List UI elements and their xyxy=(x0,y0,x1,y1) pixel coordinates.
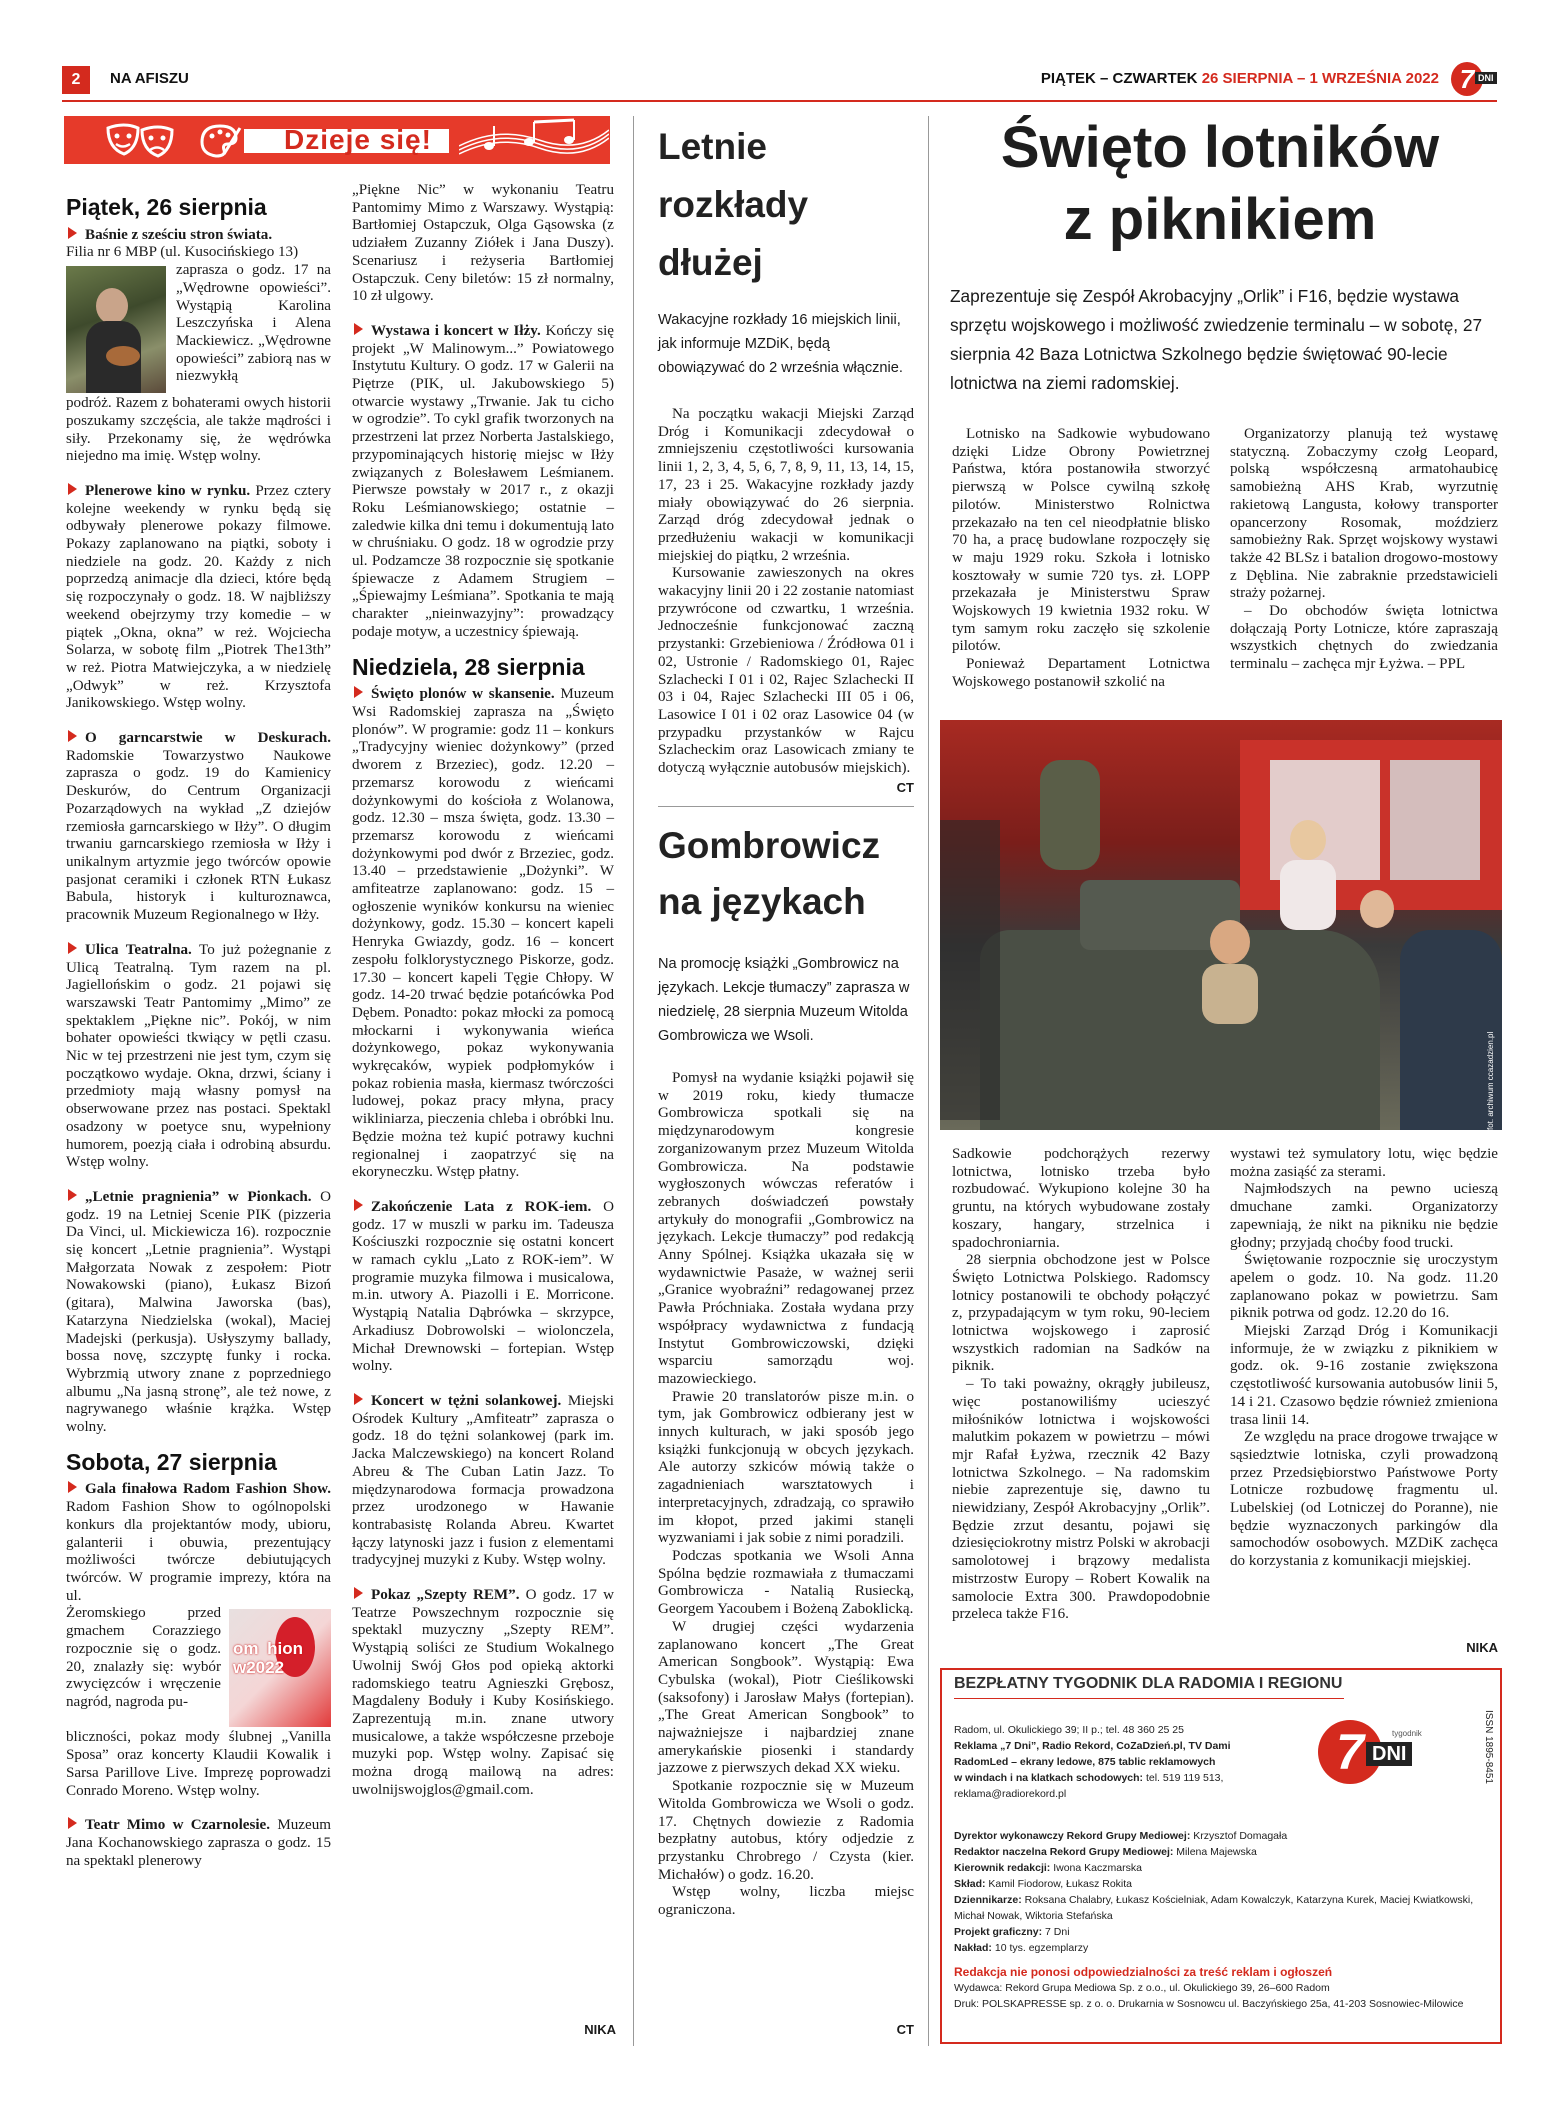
article-body xyxy=(658,406,914,778)
arrow-icon xyxy=(68,730,77,742)
main-col-left-bottom xyxy=(952,1146,1210,1624)
event-fashion xyxy=(66,1481,331,1800)
event-text: Filia nr 6 MBP (ul. Kusocińskiego 13) xyxy=(66,244,299,261)
arrow-icon xyxy=(68,1817,77,1829)
event-garncarstwo xyxy=(66,730,331,925)
event-mimo xyxy=(66,1817,331,1870)
article-paragraph: – To taki poważny, okrągły jubileusz, więc postanowiliśmy ucieszyć miłośników lotnictwa i wojskowości malutkim pokazem w powietrzu – mówi mjr Rafał Łyżwa, rzecznik 42 Bazy lotnictwa Szkolnego. – Na radomskim niebie zaprezentuje się, dawno tu niewidziany, Zespół Akrobacyjny „Orlik”. Będzie zrzut desantu, pojawi się dziesięciokrotny mistrz Polski w akrobacji samolotowej i brązowy medalista mistrzostw Europy – Robert Kowalik na samolocie Extra 300. Prawdopodobnie przeleca także F16. xyxy=(952,1376,1210,1623)
day-heading-sunday: Niedziela, 28 sierpnia xyxy=(352,653,585,680)
palette-icon xyxy=(194,120,244,160)
event-text: O godz. 17 w Teatrze Powszechnym rozpocznie się spektakl muzyczny „Szepty REM”. Wystąpią soliści ze Studium Wokalnego Uwolnij Swój Głos pod opieką aktorki radomskiego teatru Agnieszki Grębosz, Magdaleny Boduły i Kuby Kosińskiego. Zaprezentują m.in. znane utwory musicalowe, a także współczesne przeboje muzyki pop. Wstęp wolny. Zapisać się można drogą mailową na adres: uwolnijswojglos@gmail.com. xyxy=(352,1587,614,1798)
arrow-icon xyxy=(354,1587,363,1599)
event-text: O godz. 19 na Letniej Scenie PIK (pizzeria Da Vinci, ul. Mickiewicza 16). rozpocznie się koncert „Letnie pragnienia”. Wystąpi Małgorzata Nowak z zespołem: Piotr Nowakowski (piano), Łukasz Bizoń (gitara), Malwina Jaworska (bas), Katarzyna Niedzielska (wokal), Maciej Madejski (perkusja). Usłyszymy ballady, bossa novę, szczyptę funky i rocka. Wybrzmią utwory znane z poprzedniego albumu „Na jasną stronę”, ale też nowe, z nagrywanego właśnie krążka. Wstęp wolny. xyxy=(66,1188,331,1436)
article-paragraph: Wstęp wolny, liczba miejsc ograniczona. xyxy=(658,1884,914,1919)
article-paragraph: W drugiej części wydarzenia zaplanowano koncert „The Great American Songbook”. Wystąpią: Ewa Cybulska (wokal), Piotr Cieślikowski (saksofony) i Jarosław Małys (fortepian). „The Great American Songbook” to najważniejsze i najbardziej znane amerykańskie piosenki i standardy jazzowe z pierwszych dekad XX wieku. xyxy=(658,1618,914,1777)
music-notes-icon xyxy=(459,116,609,164)
article-divider xyxy=(658,806,914,807)
impressum-windows: w windach i na klatkach schodowych: xyxy=(954,1772,1144,1784)
event-title: Święto plonów w skansenie. xyxy=(371,686,555,703)
impressum-value: Kamil Fiodorow, Łukasz Rokita xyxy=(985,1878,1132,1890)
event-photo xyxy=(66,266,166,393)
event-text: „Piękne Nic” w wykonaniu Teatru Pantomimy Mimo z Warszawy. Wystąpią: Bartłomiej Ostapczuk, Olga Gąsowska (z udziałem Zuzanny Ziółek i Jana Duszy). Scenariusz i reżyseria Bartłomiej Ostapczuk. Ceny biletów: 15 zł normalny, 10 zł ulgowy. xyxy=(352,182,614,305)
theatre-masks-icon xyxy=(102,120,182,160)
impressum-value: Krzysztof Domagała xyxy=(1190,1830,1288,1842)
event-basnie xyxy=(66,227,331,466)
impressum-label: Kierownik redakcji: xyxy=(954,1862,1051,1874)
signature-rozklady: CT xyxy=(896,780,914,795)
impressum-label: Redaktor naczelna Rekord Grupy Mediowej: xyxy=(954,1846,1174,1858)
event-title: Koncert w tężni solankowej. xyxy=(371,1393,562,1409)
event-mimo-cont xyxy=(352,182,614,306)
impressum-windows-tel: tel. 519 119 513, xyxy=(1143,1772,1224,1784)
event-kino xyxy=(66,483,331,713)
article-paragraph: Ponieważ Departament Lotnictwa Wojskowego postanowił szkolić na xyxy=(952,656,1210,690)
column-divider xyxy=(928,116,929,2046)
article-paragraph: Lotnisko na Sadkowie wybudowano dzięki Lidze Obrony Powietrznej Państwa, która postanowiła stworzyć pierwszą w Polsce cywilną szkołę pilotów. Ministerstwo Rolnictwa przekazało na ten cel nieodpłatnie blisko 70 ha, a pracę budowlane rozpoczęły się w maju 1929 roku. Szkoła i lotnisko kosztowały w sumie 720 tys. zł. LOPP przekazała je Ministerstwu Spraw Wojskowych 19 kwietnia 1932 roku. W tym samym roku zaczęło się szkolenie pilotów. xyxy=(952,426,1210,655)
event-title: Wystawa i koncert w Iłży. xyxy=(371,322,541,339)
header-rule xyxy=(62,100,1497,102)
article-paragraph: Kursowanie zawieszonych na okres wakacyjny linii 20 i 22 zostanie natomiast przywrócone od czwartku, 1 września. Jednocześnie funkcjonować zaczną przystanki: Grzebieniowa / Źródłowa 01 i 02, Ustronie / Radomskiego 01, Rajec Szlachecki I 01 i 02, Rajec Szlachecki II 03 i 04, Rajec Szlachecki III 05 i 06, Lasowice I 01 i 02 oraz Lasowice 04 (w przypadku przystanków w Rajcu Szlacheckim oraz Lasowicach zmiany te dotyczą wyłącznie autobusów miejskich). xyxy=(658,565,914,777)
page-header xyxy=(62,60,1497,100)
date-prefix: PIĄTEK – CZWARTEK xyxy=(1040,70,1198,87)
article-paragraph: 28 sierpnia obchodzone jest w Polsce Święto Lotnictwa Polskiego. Radomscy lotnicy postanowili te obchody połączyć z, przypadającym w tym roku, 90-leciem lotnictwa wojskowego i zaprosić wszystkich radomian na Sadków na piknik. xyxy=(952,1252,1210,1375)
event-teatralna xyxy=(66,942,331,1172)
impressum-brands: Reklama „7 Dni”, Radio Rekord, CoZaDzień.pl, TV Dami xyxy=(954,1740,1231,1752)
article-gombrowicz xyxy=(658,818,914,1920)
event-text: Radom Fashion Show to ogólnopolski konkurs dla projektantów mody, ubioru, galanterii i obuwia, prezentujący możliwości twórcze debiutujących twórców. W programie imprezy, która na ul. xyxy=(66,1499,331,1604)
impressum-logo-dni: DNI xyxy=(1366,1742,1412,1766)
impressum-title: BEZPŁATNY TYGODNIK DLA RADOMIA I REGIONU xyxy=(954,1675,1343,1692)
impressum-label: Nakład: xyxy=(954,1942,992,1954)
main-photo xyxy=(940,720,1502,1130)
article-paragraph: Świętowanie rozpocznie się uroczystym apelem o godz. 10. Na godz. 11.20 zaplanowano pokaz w powietrzu. Sam piknik potrwa od godz. 12.20 do 16. xyxy=(1230,1252,1498,1322)
impressum-issn: ISSN 1895-8451 xyxy=(1483,1710,1494,1784)
article-letnie-rozklady xyxy=(658,118,914,778)
event-title: Plenerowe kino w rynku. xyxy=(85,482,251,499)
event-text: zaprasza o godz. 17 na „Wędrowne opowieści”. Wystąpią Karolina Leszczyńska i Alena Mackiewicz. „Wędrowne opowieści” zabiorą nas w niezwykłą xyxy=(176,262,331,385)
impressum-logo xyxy=(1318,1720,1468,1790)
event-title: Zakończenie Lata z ROK-iem. xyxy=(371,1198,592,1215)
event-szepty xyxy=(352,1587,614,1799)
events-column-1 xyxy=(66,194,332,1887)
events-column-2 xyxy=(352,182,614,1816)
event-title: Pokaz „Szepty REM”. xyxy=(371,1587,520,1604)
impressum-value: Iwona Kaczmarska xyxy=(1050,1862,1142,1874)
article-paragraph: Spotkanie rozpocznie się w Muzeum Witolda Gombrowicza we Wsoli o godz. 17. Chętnych dowiezie z Radomia bezpłatny autobus, który odjedzie z przystanku Chrobrego / Czysta (kier. Michałów) o godz. 16.20. xyxy=(658,1778,914,1883)
arrow-icon xyxy=(68,942,77,954)
signature-gombrowicz: CT xyxy=(896,2022,914,2037)
arrow-icon xyxy=(354,323,363,335)
event-title: Baśnie z sześciu stron świata. xyxy=(85,226,273,243)
main-col-right-top xyxy=(1230,426,1498,674)
impressum-address: Radom, ul. Okulickiego 39; II p.; tel. 48 360 25 25 xyxy=(954,1724,1184,1736)
arrow-icon xyxy=(68,227,77,239)
impressum-logo-small: tygodnik xyxy=(1392,1729,1422,1738)
impressum-disclaimer: Redakcja nie ponosi odpowiedzialności za treść reklam i ogłoszeń xyxy=(954,1965,1333,1979)
event-pragnienia xyxy=(66,1189,331,1437)
article-lead: Wakacyjne rozkłady 16 miejskich linii, jak informuje MZDiK, będą obowiązywać do 2 września włącznie. xyxy=(658,312,903,376)
article-paragraph: Ze względu na prace drogowe trwające w sąsiedztwie lotniska, czyli prowadzoną przez Przedsiębiorstwo Państwowe Porty Lotnicze rozbudowę fragmentu ul. Lubelskiej (od Lotniczej do Poranne), nie będzie wyznaczonych parkingów dla samochodów osobowych. MZDiK zachęca do korzystania z komunikacji miejskiej. xyxy=(1230,1429,1498,1570)
banner-title: Dzieje się! xyxy=(284,124,432,155)
day-heading-saturday: Sobota, 27 sierpnia xyxy=(66,1448,277,1475)
event-title: „Letnie pragnienia” w Pionkach. xyxy=(85,1188,312,1205)
impressum-publisher: Wydawca: Rekord Grupa Mediowa Sp. z o.o., ul. Okulickiego 39, 26–600 Radom xyxy=(954,1982,1330,1994)
section-name: NA AFISZU xyxy=(110,70,189,87)
arrow-icon xyxy=(68,1189,77,1201)
article-paragraph: Sadkowie podchorążych rezerwy lotnictwa, lotnisko trzeba było rozbudować. Wykupiono kolejne 30 ha gruntu, na których wybudowane zostały koszary, hangary, strzelnica i spadochroniarnia. xyxy=(952,1146,1210,1251)
arrow-icon xyxy=(68,1481,77,1493)
arrow-icon xyxy=(68,483,77,495)
article-paragraph: Prawie 20 translatorów pisze m.in. o tym, jak Gombrowicz odbierany jest w innych kulturach, w jaki sposób jego książki funkcjonują w obcych językach. Ale autorzy szkiców mówią także o zagadnieniach warsztatowych i interpretacyjnych, zdradzają, co sprawiło im kłopot, przed jakimi stanęli wyzwaniami i jak sobie z nimi poradzili. xyxy=(658,1388,914,1547)
impressum-value: 10 tys. egzemplarzy xyxy=(991,1942,1089,1954)
event-rok xyxy=(352,1199,614,1376)
main-lead: Zaprezentuje się Zespół Akrobacyjny „Orlik” i F16, będzie wystawa sprzętu wojskowego i możliwość zwiedzenie terminalu – w sobotę, 27 sierpnia 42 Baza Lotnictwa Szkolnego będzie świętować 90-lecie lotnictwa na ziemi radomskiej. xyxy=(950,286,1483,393)
header-logo xyxy=(1449,62,1497,96)
event-text: Muzeum Wsi Radomskiej zaprasza na „Święto plonów”. W programie: godz 11 – konkurs „Tradycyjny wieniec dożynkowy” (przed dworem z Brzeziec), godz. 12.20 – przemarsz korowodu z wieńcami dożynkowymi do kościoła z Wolanowa, godz. 12.30 – msza święta, godz. 13.30 – przemarsz korowodu z wieńcami dożynkowymi pod dwór z Brzeziec, godz. 13.40 – przedstawienie „Dożynki”. W amfiteatrze zaplanowano: godz. 15 – ogłoszenie wyników konkursu na wieniec dożynkowy, godz. 15.30 – koncert kapeli Henryka Gwiazdy, godz. 16 – koncert zespołu folklorystycznego Piskorze, godz. 17.30 – koncert kapeli Tęgie Chłopy. W godz. 14-20 trwać będzie potańcówka Pod Dębem. Ponadto: pokaz młocki za pomocą młockarni i wykonywania wieńca dożynkowego, pokaz wykonywania wykręcaków, wypiek podpłomyków i pokaz robienia masła, kiermasz twórczości ludowej, pokaz pracy młyna, pracy wikliniarza, pieczenia chleba i obróbki lnu. Będzie można też kupić potrawy kuchni regionalnej i zaopatrzyć się na ekoryneczku. Wstęp płatny. xyxy=(352,686,614,1181)
article-paragraph: Pomysł na wydanie książki pojawił się w 2019 roku, kiedy tłumacze Gombrowicza spotkali się na międzynarodowym kongresie zorganizowanym przez Muzeum Witolda Gombrowicza. Na podstawie wygłoszonych wówczas referatów i zebranych doświadczeń powstały artykuły do monografii „Gombrowicz na językach. Lekcje tłumaczy” pod redakcją Anny Spólnej. Książka ukazała się w wydawnictwie Pasaże, w ważnej serii „Granice wyobraźni” redagowanej przez Pawła Próchniaka. Została wydana przy współpracy wydawnictwa z fundacją Instytut Gombrowiczowski, dzięki wsparciu samorządu woj. mazowieckiego. xyxy=(658,1070,914,1387)
poster-text: om hion w2022 xyxy=(233,1639,303,1678)
main-col-right-bottom xyxy=(1230,1146,1498,1571)
event-text: Miejski Ośrodek Kultury „Amfiteatr” zaprasza o godz. 18 do tężni solankowej (park im. Jacka Malczewskiego) na koncert Roland Abreu & The Cuban Latin Jazz. To międzynarodowa formacja prowadzona przez urodzonego w Hawanie kontrabasistę Rolanda Abreu. Kwartet łączy latynoski jazz i fusion z elementami tradycyjnej muzyki z Kuby. Wstęp wolny. xyxy=(352,1393,614,1569)
article-paragraph: Najmłodszych na pewno ucieszą dmuchane zamki. Organizatorzy zapewniają, że nikt na pikniku nie będzie głodny; przyjadą choćby food trucki. xyxy=(1230,1181,1498,1251)
event-text: podróż. Razem z bohaterami owych historii poszukamy szczęścia, ale także mądrości i siły. Przekonamy się, że wędrówka niejedno ma imię. Wstęp wolny. xyxy=(66,395,331,465)
impressum-value: 7 Dni xyxy=(1042,1926,1070,1938)
column-divider xyxy=(633,116,634,2046)
impressum-label: Projekt graficzny: xyxy=(954,1926,1043,1938)
event-text: Kończy się projekt „W Malinowym...” Powiatowego Instytutu Kultury. O godz. 17 w Galerii na Piętrze (PIK, ul. Jakubowskiego 5) otwarcie wystawy „Trwanie. Jak tu cicho w ogrodzie”. To cykl grafik tworzonych na przestrzeni lat przez Norberta Jastalskiego, przypominających historię miejsc w Iłży związanych z Bolesławem Leśmianem. Pierwsze powstały w 2017 r., z okazji Roku Leśmianowskiego; ostatnie – zaledwie kilka dni temu i dokumentują lato w chruśniaku. O godz. 18 w ogrodzie przy ul. Podzamcze 38 rozpocznie się spotkanie śpiewacze z Adamem Strugiem – „Śpiewajmy Leśmiana”. Spotkania te mają charakter „nieinwazyjny”: prowadzący podaje motyw, a uczestnicy śpiewają. xyxy=(352,322,614,640)
fashion-poster xyxy=(229,1609,331,1727)
signature-events: NIKA xyxy=(584,2022,616,2037)
issue-date xyxy=(1041,70,1439,87)
arrow-icon xyxy=(354,1393,363,1405)
article-body xyxy=(658,1070,914,1920)
event-ilza xyxy=(352,323,614,642)
impressum-radomled: RadomLed – ekrany ledowe, 875 tablic reklamowych xyxy=(954,1756,1216,1768)
article-title: Gombrowicz na językach xyxy=(658,825,881,922)
event-title: O garncarstwie w Deskurach. xyxy=(85,730,331,747)
logo-dni: DNI xyxy=(1475,72,1497,84)
impressum-value: Roksana Chalabry, Łukasz Kościelniak, Adam Kowalczyk, Katarzyna Kurek, Maciej Kwiatkowski, Michał Nowak, Wiktoria Stefańska xyxy=(954,1894,1474,1922)
headline-line-1: Święto lotników xyxy=(1000,115,1440,180)
event-text: O godz. 17 w muszli w parku im. Tadeusza Kościuszki rozpocznie się ostatni koncert w ramach cyklu „Lato z ROK-iem”. W programie muzyka filmowa i musicalowa, m.in. utwory A. Piazolli i E. Morricone. Wystąpią Natalia Dąbrówka – skrzypce, Arkadiusz Dobrowolski – wiolonczela, Michał Drewnowski – fortepian. Wstęp wolny. xyxy=(352,1198,614,1375)
page-number: 2 xyxy=(62,66,90,94)
event-title: Ulica Teatralna. xyxy=(85,941,192,958)
impressum-value: Milena Majewska xyxy=(1173,1846,1257,1858)
arrow-icon xyxy=(354,686,363,698)
main-headline xyxy=(940,112,1500,256)
impressum-label: Skład: xyxy=(954,1878,986,1890)
event-text: bliczności, pokaz mody ślubnej „Vanilla Sposa” oraz koncerty Klaudii Kowalik i Sarsa Parillove Live. Imprezę poprowadzi Conrado Moreno. Wstęp wolny. xyxy=(66,1729,331,1799)
article-paragraph: Na początku wakacji Miejski Zarząd Dróg i Komunikacji zdecydował o zmniejszeniu częstotliwości kursowania linii 1, 2, 3, 4, 5, 6, 7, 8, 9, 11, 13, 14, 15, 17, 23 i 25. Wakacyjne rozkłady jazdy miały obowiązywać do 26 sierpnia. Zarząd dróg zdecydował jednak o przedłużeniu wakacji w komunikacji miejskiej do piątku, 2 września. xyxy=(658,406,914,564)
article-paragraph: wystawi też symulatory lotu, więc będzie można zasiąść za sterami. xyxy=(1230,1146,1498,1180)
event-text: Przez cztery kolejne weekendy w rynku będą się odbywały plenerowe pokazy filmowe. Pokazy zaplanowano na piątki, soboty i niedziele na godz. 20. Każdy z nich poprzedzą animacje dla dzieci, które będą się rozpoczynały o godz. 18. W najbliższy weekend obejrzymy trzy komedie – w piątek „Okna, okna” w reż. Wojciecha Solarza, w sobotę film „Piotrek The13th” w reż. Piotra Matwiejczyka, a w niedzielę „Odwyk” w reż. Krzysztofa Janikowskiego. Wstęp wolny. xyxy=(66,482,332,712)
arrow-icon xyxy=(354,1199,363,1211)
article-paragraph: Podczas spotkania we Wsoli Anna Spólna będzie rozmawiała z tłumaczami Gombrowicza - Natalią Rusiecką, Georgem Yacoubem i Bożeną Zaboklicką. xyxy=(658,1547,914,1618)
event-text: To już pożegnanie z Ulicą Teatralną. Tym razem na pl. Jagiellońskim o godz. 21 pojawi się warszawski Teatr Pantomimy „Mimo” ze spektaklem „Piękne nic”. Pokój, w nim bohater opowieści tkwiący w pętli czasu. Nic w tej przestrzeni nie jest tym, czym się początkowo wydaje. Okna, drzwi, ściany i przedmioty mają własny pomysł na obserwowane przez nas postaci. Spektakl osadzony w poetyce snu, wypełniony humorem, poezją ciała i odrobiną absurdu. Wstęp wolny. xyxy=(66,941,331,1171)
impressum-email: reklama@radiorekord.pl xyxy=(954,1788,1067,1800)
date-range: 26 SIERPNIA – 1 WRZEŚNIA 2022 xyxy=(1201,70,1439,87)
events-banner xyxy=(64,116,610,164)
impressum-box xyxy=(940,1668,1502,2044)
impressum-print: Druk: POLSKAPRESSE sp. z o. o. Drukarnia w Sosnowcu ul. Baczyńskiego 25a, 41-203 Sosnowiec-Milowice xyxy=(954,1998,1464,2010)
event-title: Gala finałowa Radom Fashion Show. xyxy=(85,1481,331,1498)
event-title: Teatr Mimo w Czarnolesie. xyxy=(85,1817,271,1834)
photo-credit: fot. archiwum ccazadzien.pl xyxy=(1486,1031,1495,1130)
logo-seven: 7 xyxy=(1451,62,1483,96)
signature-main: NIKA xyxy=(1466,1640,1498,1655)
event-text: Radomskie Towarzystwo Naukowe zaprasza o godz. 19 do Kamienicy Deskurów, do Centrum Organizacji Pozarządowych na wykład „Z dziejów rzemiosła garncarskiego w Iłży”. O długim trwaniu garncarskiego rzemiosła w Iłży i unikalnym artyzmie jego twórców opowie pasjonat ceramiki i członek RTN Łukasz Babula, historyk i kulturoznawca, pracownik Muzeum Regionalnego w Iłży. xyxy=(66,747,331,924)
impressum-label: Dziennikarze: xyxy=(954,1894,1022,1906)
article-title: Letnie rozkłady dłużej xyxy=(658,126,809,283)
article-lead: Na promocję książki „Gombrowicz na językach. Lekcje tłumaczy” zaprasza w niedzielę, 28 sierpnia Muzeum Witolda Gombrowicza we Wsoli. xyxy=(658,956,910,1044)
headline-line-2: z piknikiem xyxy=(1063,187,1377,252)
day-heading-friday: Piątek, 26 sierpnia xyxy=(66,194,267,220)
event-teznia xyxy=(352,1393,614,1570)
article-paragraph: Organizatorzy planują też wystawę statyczną. Zobaczymy czołg Leopard, polską współczesną armatohaubicę samobieżną AHS Krab, wyrzutnię rakietową Langusta, kołowy transporter opancerzony Rosomak, moździerz samobieżny Rak. Sprzęt wojskowy wystawi także 42 BLSz i batalion drogowo-mostowy z Dęblina. Nie zabraknie przedstawicieli straży pożarnej. xyxy=(1230,426,1498,602)
article-paragraph: – Do obchodów święta lotnictwa dołączają Porty Lotnicze, które zapraszają wszystkich chętnych do zwiedzania terminalu – zachęca mjr Łyżwa. – PPL xyxy=(1230,603,1498,673)
main-col-left-top xyxy=(952,426,1210,692)
event-text: Żeromskiego przed gmachem Corazziego rozpocznie się o godz. 20, znalazły się: wybór zwycięzców i wręczenie nagród, nagroda pu- xyxy=(66,1605,221,1710)
article-paragraph: Miejski Zarząd Dróg i Komunikacji informuje, że w związku z piknikiem w godz. ok. 9-16 zostanie zwiększona częstotliwość kursowania autobusów linii 5, 14 i 21. Czasowo będzie również zmieniona trasa linii 14. xyxy=(1230,1323,1498,1428)
event-plony xyxy=(352,686,614,1182)
impressum-logo-seven: 7 xyxy=(1318,1720,1382,1784)
impressum-label: Dyrektor wykonawczy Rekord Grupy Mediowej: xyxy=(954,1830,1191,1842)
event-text: Muzeum Jana Kochanowskiego zaprasza o godz. 15 na spektakl plenerowy xyxy=(66,1817,331,1869)
